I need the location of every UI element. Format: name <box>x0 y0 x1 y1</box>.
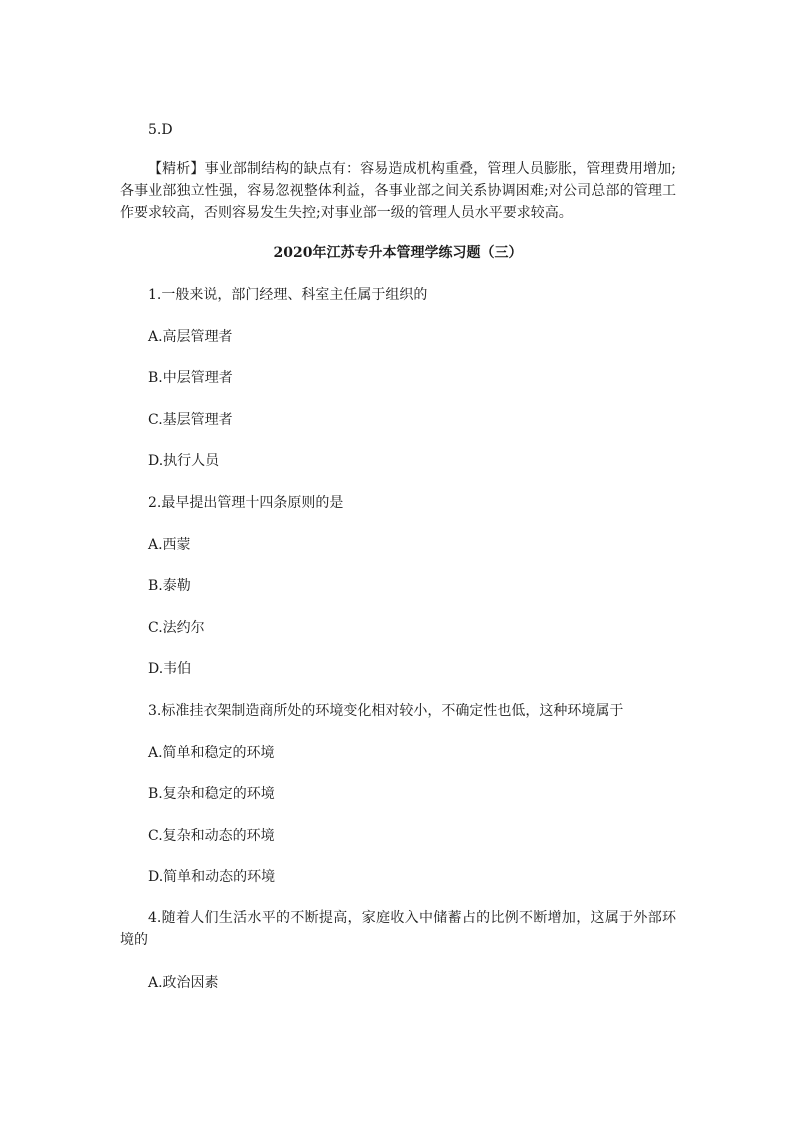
question-3-stem: 3.标准挂衣架制造商所处的环境变化相对较小，不确定性也低，这种环境属于 <box>148 703 624 719</box>
question-2-option-d: D.韦伯 <box>148 661 192 677</box>
question-2-option-c: C.法约尔 <box>148 620 205 636</box>
question-4-stem: 4.随着人们生活水平的不断提高，家庭收入中储蓄占的比例不断增加，这属于外部环境的 <box>120 910 676 948</box>
question-3-option-c: C.复杂和动态的环境 <box>148 828 275 844</box>
question-3-option-b: B.复杂和稳定的环境 <box>148 786 275 802</box>
question-2-stem: 2.最早提出管理十四条原则的是 <box>148 495 344 511</box>
question-1-option-a: A.高层管理者 <box>148 329 233 345</box>
question-2-option-b: B.泰勒 <box>148 578 191 594</box>
question-4-option-a: A.政治因素 <box>148 975 219 991</box>
question-3-option-a: A.简单和稳定的环境 <box>148 745 275 761</box>
section-title: 2020年江苏专升本管理学练习题（三） <box>273 245 523 261</box>
question-3-option-d: D.简单和动态的环境 <box>148 869 276 885</box>
question-1-option-c: C.基层管理者 <box>148 412 233 428</box>
previous-answer: 5.D <box>148 122 173 138</box>
analysis-paragraph: 【精析】事业部制结构的缺点有：容易造成机构重叠，管理人员膨胀，管理费用增加;各事业部独立性强，容易忽视整体利益，各事业部之间关系协调困难;对公司总部的管理工作要求较高，否则容易发生失控;对事业部一级的管理人员水平要求较高。 <box>120 161 676 221</box>
question-1-stem: 1.一般来说，部门经理、科室主任属于组织的 <box>148 287 428 303</box>
question-1-option-d: D.执行人员 <box>148 453 220 469</box>
question-2-option-a: A.西蒙 <box>148 537 191 553</box>
question-1-option-b: B.中层管理者 <box>148 370 233 386</box>
